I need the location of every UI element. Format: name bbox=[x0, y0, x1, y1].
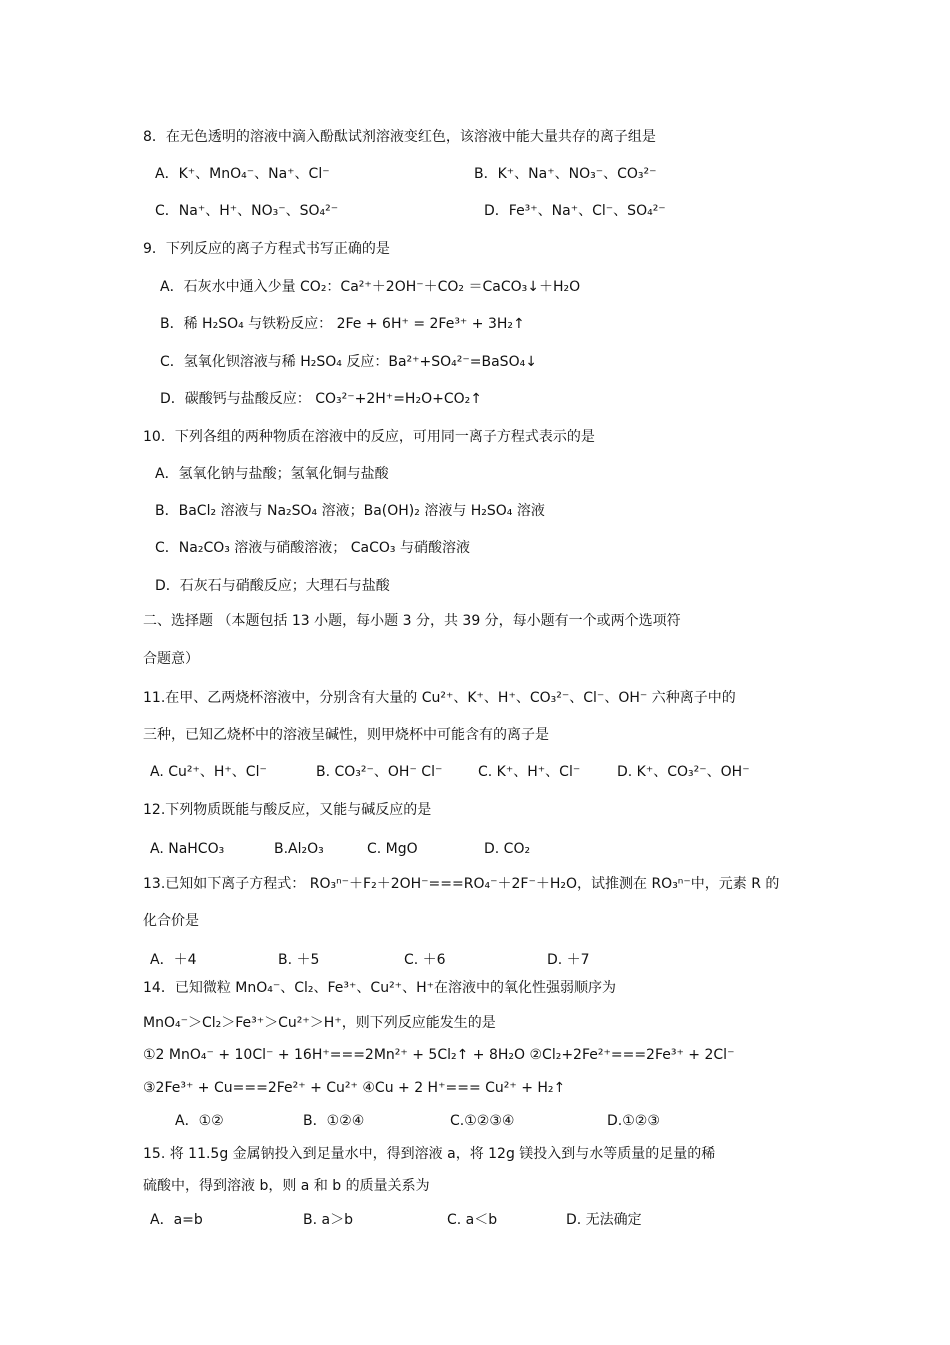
question-14-stem-cont: MnO₄⁻＞Cl₂＞Fe³⁺＞Cu²⁺＞H⁺，则下列反应能发生的是 bbox=[143, 1015, 496, 1031]
question-11-option-d: D. K⁺、CO₃²⁻、OH⁻ bbox=[617, 764, 750, 780]
question-10-option-b: B．BaCl₂ 溶液与 Na₂SO₄ 溶液；Ba(OH)₂ 溶液与 H₂SO₄ 溶液 bbox=[155, 503, 545, 519]
question-11-option-a: A. Cu²⁺、H⁺、Cl⁻ bbox=[150, 764, 267, 780]
question-10-option-c: C．Na₂CO₃ 溶液与硝酸溶液； CaCO₃ 与硝酸溶液 bbox=[155, 540, 470, 556]
question-15-stem-cont: 硫酸中，得到溶液 b，则 a 和 b 的质量关系为 bbox=[143, 1178, 430, 1194]
question-11-stem: 11.在甲、乙两烧杯溶液中，分别含有大量的 Cu²⁺、K⁺、H⁺、CO₃²⁻、Cl⁻、OH⁻ 六种离子中的 bbox=[143, 690, 736, 706]
question-14-option-b: B．①②④ bbox=[303, 1113, 365, 1129]
question-8-option-b: B．K⁺、Na⁺、NO₃⁻、CO₃²⁻ bbox=[474, 166, 657, 182]
question-12-option-d: D. CO₂ bbox=[484, 841, 531, 857]
question-13-option-a: A．＋4 bbox=[150, 952, 197, 968]
question-15-option-b: B. a＞b bbox=[303, 1212, 353, 1228]
question-15-option-d: D. 无法确定 bbox=[566, 1212, 642, 1228]
question-12-option-a: A. NaHCO₃ bbox=[150, 841, 225, 857]
question-8-stem: 8．在无色透明的溶液中滴入酚酞试剂溶液变红色，该溶液中能大量共存的离子组是 bbox=[143, 129, 656, 145]
question-8-option-d: D．Fe³⁺、Na⁺、Cl⁻、SO₄²⁻ bbox=[484, 203, 666, 219]
question-12-stem: 12.下列物质既能与酸反应，又能与碱反应的是 bbox=[143, 802, 432, 818]
question-14-reactions-1-2: ①2 MnO₄⁻ + 10Cl⁻ + 16H⁺===2Mn²⁺ + 5Cl₂↑ + 8H₂O ②Cl₂+2Fe²⁺===2Fe³⁺ + 2Cl⁻ bbox=[143, 1047, 735, 1063]
question-13-option-b: B. ＋5 bbox=[278, 952, 320, 968]
question-14-option-d: D.①②③ bbox=[607, 1113, 660, 1129]
question-11-option-c: C. K⁺、H⁺、Cl⁻ bbox=[478, 764, 581, 780]
question-13-option-c: C. ＋6 bbox=[404, 952, 446, 968]
question-10-option-a: A．氢氧化钠与盐酸；氢氧化铜与盐酸 bbox=[155, 466, 389, 482]
question-15-option-a: A．a=b bbox=[150, 1212, 203, 1228]
section-2-heading-cont: 合题意） bbox=[143, 651, 199, 667]
question-9-option-b: B．稀 H₂SO₄ 与铁粉反应： 2Fe + 6H⁺ = 2Fe³⁺ + 3H₂↑ bbox=[160, 316, 525, 332]
question-8-option-a: A．K⁺、MnO₄⁻、Na⁺、Cl⁻ bbox=[155, 166, 330, 182]
question-10-option-d: D．石灰石与硝酸反应；大理石与盐酸 bbox=[155, 578, 390, 594]
question-13-option-d: D. ＋7 bbox=[547, 952, 590, 968]
question-12-option-b: B.Al₂O₃ bbox=[274, 841, 324, 857]
question-10-stem: 10．下列各组的两种物质在溶液中的反应，可用同一离子方程式表示的是 bbox=[143, 429, 595, 445]
question-9-option-a: A．石灰水中通入少量 CO₂：Ca²⁺＋2OH⁻＋CO₂ ＝CaCO₃↓＋H₂O bbox=[160, 279, 581, 295]
question-14-stem: 14．已知微粒 MnO₄⁻、Cl₂、Fe³⁺、Cu²⁺、H⁺在溶液中的氧化性强弱顺序为 bbox=[143, 980, 616, 996]
question-14-option-c: C.①②③④ bbox=[450, 1113, 515, 1129]
section-2-heading: 二、选择题 （本题包括 13 小题，每小题 3 分，共 39 分，每小题有一个或两个选项符 bbox=[143, 613, 681, 629]
question-12-option-c: C. MgO bbox=[367, 841, 418, 857]
question-13-stem: 13.已知如下离子方程式： RO₃ⁿ⁻＋F₂＋2OH⁻===RO₄⁻＋2F⁻＋H₂O，试推测在 RO₃ⁿ⁻中，元素 R 的 bbox=[143, 876, 780, 892]
question-8-option-c: C．Na⁺、H⁺、NO₃⁻、SO₄²⁻ bbox=[155, 203, 339, 219]
question-11-stem-cont: 三种，已知乙烧杯中的溶液呈碱性，则甲烧杯中可能含有的离子是 bbox=[143, 727, 549, 743]
question-13-stem-cont: 化合价是 bbox=[143, 913, 199, 929]
question-14-option-a: A．①② bbox=[175, 1113, 224, 1129]
question-11-option-b: B. CO₃²⁻、OH⁻ Cl⁻ bbox=[316, 764, 443, 780]
question-9-option-c: C．氢氧化钡溶液与稀 H₂SO₄ 反应：Ba²⁺+SO₄²⁻=BaSO₄↓ bbox=[160, 354, 537, 370]
question-9-stem: 9．下列反应的离子方程式书写正确的是 bbox=[143, 241, 390, 257]
question-15-option-c: C. a＜b bbox=[447, 1212, 498, 1228]
question-9-option-d: D．碳酸钙与盐酸反应： CO₃²⁻+2H⁺=H₂O+CO₂↑ bbox=[160, 391, 482, 407]
question-15-stem: 15. 将 11.5g 金属钠投入到足量水中，得到溶液 a，将 12g 镁投入到与水等质量的足量的稀 bbox=[143, 1146, 716, 1162]
question-14-reactions-3-4: ③2Fe³⁺ + Cu===2Fe²⁺ + Cu²⁺ ④Cu + 2 H⁺=== Cu²⁺ + H₂↑ bbox=[143, 1080, 566, 1096]
